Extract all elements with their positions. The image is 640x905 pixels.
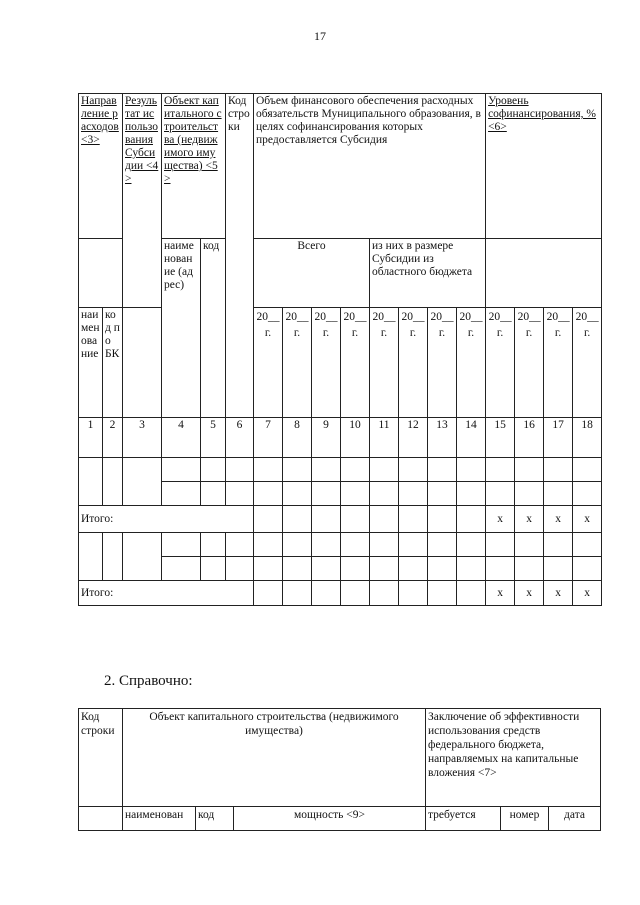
header-dir-name: наименование — [79, 308, 103, 418]
year-cell: 20__ г. — [457, 308, 486, 418]
x-mark: х — [544, 506, 573, 533]
header-regional: из них в размере Субсидии из областного бюджета — [370, 239, 486, 308]
col-num: 1 — [79, 418, 103, 458]
total-row — [79, 506, 602, 533]
col-num: 17 — [544, 418, 573, 458]
x-mark: х — [486, 581, 515, 606]
header-level: Уровень софинансирования, % <6> — [486, 94, 602, 239]
financing-table — [78, 93, 602, 606]
header-result: Результат использования Субсидии <4> — [123, 94, 162, 308]
year-cell: 20__ г. — [573, 308, 602, 418]
col-num: 3 — [123, 418, 162, 458]
col-num: 16 — [515, 418, 544, 458]
col-num: 15 — [486, 418, 515, 458]
col-num: 2 — [103, 418, 123, 458]
col-num: 12 — [399, 418, 428, 458]
ref-header-code: код — [196, 807, 234, 831]
col-num: 11 — [370, 418, 399, 458]
year-cell: 20__ г. — [283, 308, 312, 418]
col-num: 13 — [428, 418, 457, 458]
page-number: 17 — [314, 29, 326, 43]
col-num: 8 — [283, 418, 312, 458]
section-title: 2. Справочно: — [104, 673, 193, 689]
header-object-code: код — [201, 239, 226, 418]
year-cell: 20__ г. — [341, 308, 370, 418]
x-mark: х — [573, 581, 602, 606]
header-total: Всего — [254, 239, 370, 308]
ref-header-row-code: Код строки — [79, 709, 123, 807]
column-number-row — [79, 418, 602, 458]
ref-header-object: Объект капитального строительства (недвижимого имущества) — [123, 709, 426, 807]
year-cell: 20__ г. — [428, 308, 457, 418]
header-object: Объект капитального строительства (недвижимого имущества) <5> — [162, 94, 226, 239]
ref-header-conclusion: Заключение об эффективности использования средств федерального бюджета, направляемых на капитальные вложения <7> — [426, 709, 601, 807]
col-num: 6 — [226, 418, 254, 458]
x-mark: х — [486, 506, 515, 533]
year-cell: 20__ г. — [544, 308, 573, 418]
year-cell: 20__ г. — [486, 308, 515, 418]
year-cell: 20__ г. — [370, 308, 399, 418]
total-label: Итого: — [79, 581, 254, 606]
header-direction: Направление расходов <3> — [79, 94, 123, 239]
col-num: 9 — [312, 418, 341, 458]
col-num: 18 — [573, 418, 602, 458]
col-num: 14 — [457, 418, 486, 458]
year-cell: 20__ г. — [254, 308, 283, 418]
header-dir-kbk: код по БК — [103, 308, 123, 418]
header-volume: Объем финансового обеспечения расходных обязательств Муниципального образования, в целях софинансирования которых предоставляется Субсидия — [254, 94, 486, 239]
total-row — [79, 581, 602, 606]
year-cell: 20__ г. — [515, 308, 544, 418]
header-object-name: наименование (адрес) — [162, 239, 201, 418]
col-num: 7 — [254, 418, 283, 458]
total-label: Итого: — [79, 506, 254, 533]
x-mark: х — [544, 581, 573, 606]
year-cell: 20__ г. — [312, 308, 341, 418]
ref-header-name: наименован — [123, 807, 196, 831]
x-mark: х — [515, 506, 544, 533]
ref-header-date: дата — [549, 807, 601, 831]
x-mark: х — [573, 506, 602, 533]
ref-header-capacity: мощность <9> — [234, 807, 426, 831]
reference-table — [78, 708, 601, 831]
x-mark: х — [515, 581, 544, 606]
ref-header-required: требуется — [426, 807, 501, 831]
col-num: 4 — [162, 418, 201, 458]
ref-header-number: номер — [501, 807, 549, 831]
col-num: 10 — [341, 418, 370, 458]
col-num: 5 — [201, 418, 226, 458]
header-row-code: Код строки — [226, 94, 254, 418]
year-cell: 20__ г. — [399, 308, 428, 418]
